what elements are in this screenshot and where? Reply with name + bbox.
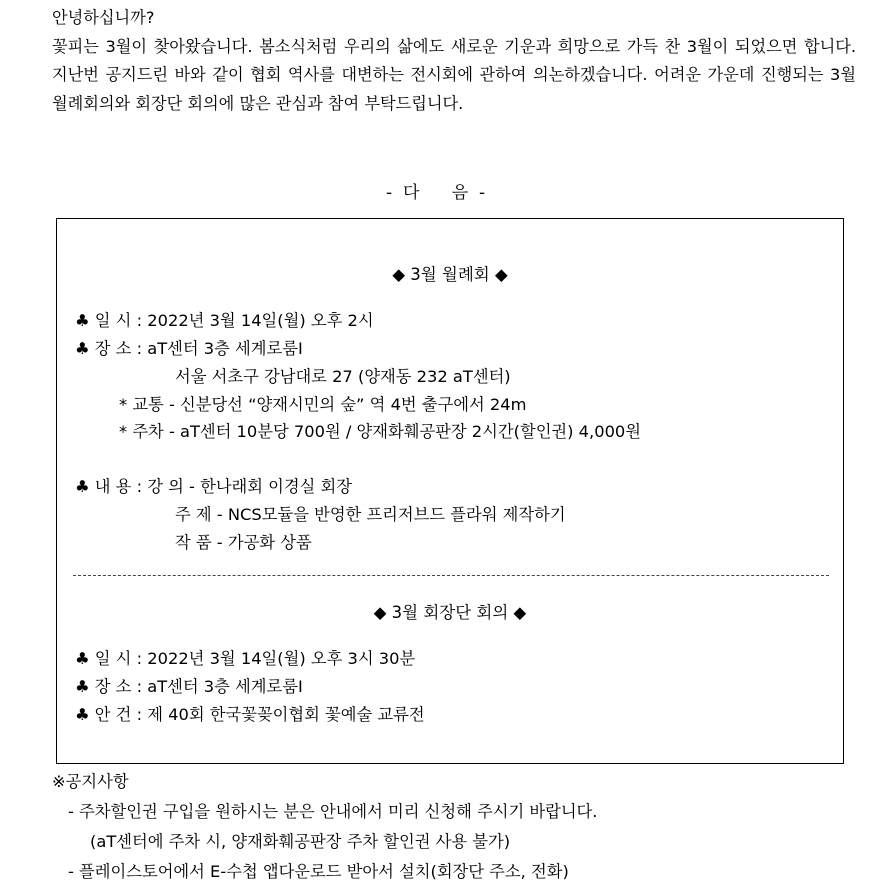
monthly-content: ♣ 내 용 : 강 의 - 한나래회 이경실 회장 — [75, 477, 352, 496]
monthly-address: 서울 서초구 강남대로 27 (양재동 232 aT센터) — [175, 367, 511, 386]
section-heading: - 다 음 - — [386, 183, 486, 203]
notice-title: ※공지사항 — [52, 772, 129, 791]
monthly-place: ♣ 장 소 : aT센터 3층 세계로룸Ⅰ — [75, 339, 303, 358]
intro-body: 꽃피는 3월이 찾아왔습니다. 봄소식처럼 우리의 삶에도 새로운 기운과 희망으로 가득 찬 3월이 되었으면 합니다. 지난번 공지드린 바와 같이 협회 역사를 대변하는 전시회에 관하여 의논하겠습니다. 어려운 가운데 진행되는 3월 월례회의와 회장단 회의에 많은 관심과 참여 부탁드립니다. — [52, 36, 856, 113]
monthly-meeting-title: ◆ 3월 월례회 ◆ — [392, 265, 508, 284]
monthly-datetime: ♣ 일 시 : 2022년 3월 14일(월) 오후 2시 — [75, 311, 374, 330]
monthly-parking: * 주차 - aT센터 10분당 700원 / 양재화훼공판장 2시간(할인권) 4,000원 — [119, 422, 642, 441]
intro-text — [52, 4, 856, 118]
monthly-topic: 주 제 - NCS모듈을 반영한 프리저브드 플라워 제작하기 — [175, 505, 566, 524]
monthly-transport: * 교통 - 신분당선 “양재시민의 숲” 역 4번 출구에서 24m — [119, 395, 527, 414]
board-place: ♣ 장 소 : aT센터 3층 세계로룸Ⅰ — [75, 677, 303, 696]
board-meeting-title: ◆ 3월 회장단 회의 ◆ — [373, 603, 527, 622]
board-datetime: ♣ 일 시 : 2022년 3월 14일(월) 오후 3시 30분 — [75, 649, 416, 668]
dashed-divider — [73, 575, 829, 576]
board-agenda: ♣ 안 건 : 제 40회 한국꽃꽂이협회 꽃예술 교류전 — [75, 705, 425, 724]
monthly-work: 작 품 - 가공화 상품 — [175, 533, 312, 552]
meeting-info-box — [56, 218, 844, 764]
notice-item-1: - 주차할인권 구입을 원하시는 분은 안내에서 미리 신청해 주시기 바랍니다. — [68, 802, 598, 821]
notice-item-1-note: (aT센터에 주차 시, 양재화훼공판장 주차 할인권 사용 불가) — [90, 832, 511, 851]
greeting: 안녕하십니까? — [52, 8, 155, 27]
notice-item-2: - 플레이스토어에서 E-수첩 앱다운로드 받아서 설치(회장단 주소, 전화) — [68, 862, 569, 881]
